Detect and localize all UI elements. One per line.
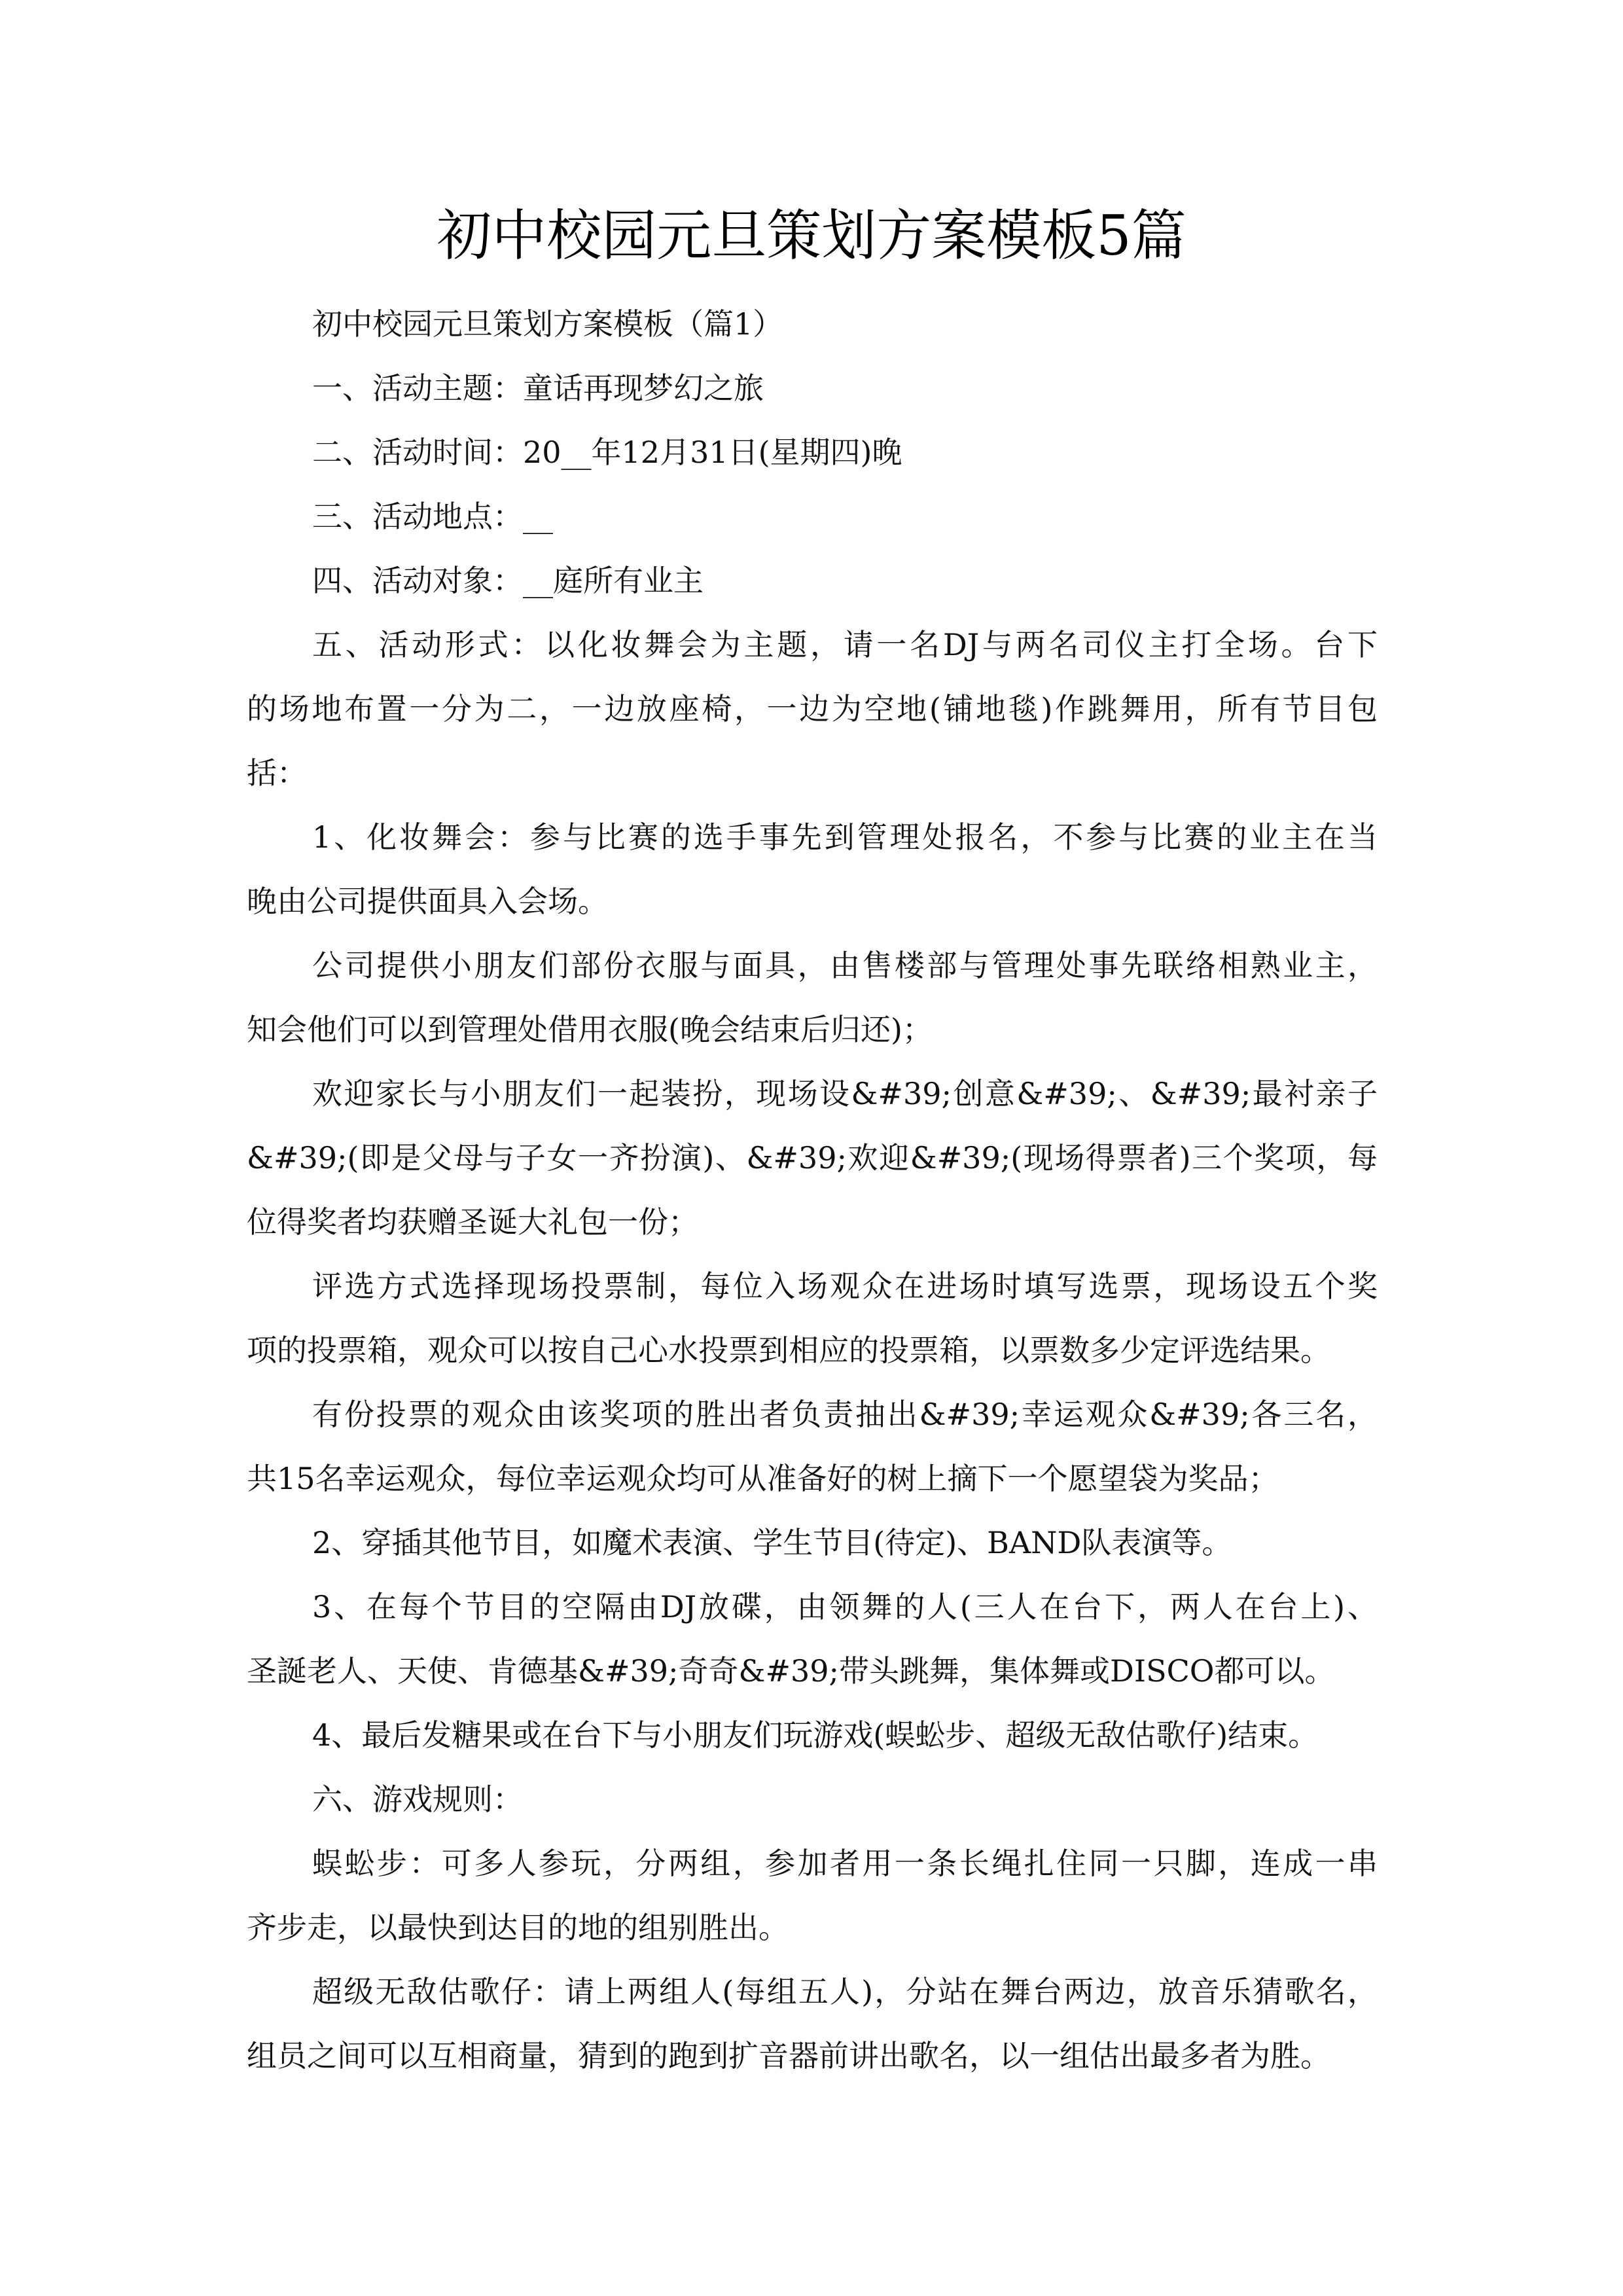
body-line: 圣誕老人、天使、肯德基&#39;奇奇&#39;带头跳舞，集体舞或DISCO都可以。 [247, 1653, 1335, 1689]
body-line: 3、在每个节目的空隔由DJ放碟，由领舞的人(三人在台下，两人在台上)、 [312, 1589, 1378, 1624]
body-line: 1、化妆舞会：参与比赛的选手事先到管理处报名，不参与比赛的业主在当 [312, 819, 1378, 855]
body-line: 超级无敌估歌仔：请上两组人(每组五人)，分站在舞台两边，放音乐猜歌名， [312, 1974, 1378, 2009]
body-line: 的场地布置一分为二，一边放座椅，一边为空地(铺地毯)作跳舞用，所有节目包 [247, 691, 1378, 726]
document-title: 初中校园元旦策划方案模板5篇 [437, 204, 1186, 268]
body-line: 二、活动时间：20__年12月31日(星期四)晚 [312, 435, 902, 470]
body-line: 组员之间可以互相商量，猜到的跑到扩音器前讲出歌名，以一组估出最多者为胜。 [247, 2038, 1330, 2073]
body-line: &#39;(即是父母与子女一齐扮演)、&#39;欢迎&#39;(现场得票者)三个奖项，每 [247, 1140, 1378, 1175]
body-line: 一、活动主题：童话再现梦幻之旅 [312, 370, 764, 406]
body-line: 公司提供小朋友们部份衣服与面具，由售楼部与管理处事先联络相熟业主， [312, 948, 1378, 983]
document-body [247, 292, 1378, 2088]
body-line: 项的投票箱，观众可以按自己心水投票到相应的投票箱，以票数多少定评选结果。 [247, 1333, 1330, 1368]
body-line: 位得奖者均获赠圣诞大礼包一份； [247, 1204, 698, 1240]
body-line: 评选方式选择现场投票制，每位入场观众在进场时填写选票，现场设五个奖 [312, 1268, 1378, 1304]
body-line: 4、最后发糖果或在台下与小朋友们玩游戏(蜈蚣步、超级无敌估歌仔)结束。 [312, 1717, 1319, 1753]
body-line: 2、穿插其他节目，如魔术表演、学生节目(待定)、BAND队表演等。 [312, 1525, 1232, 1560]
body-line: 欢迎家长与小朋友们一起装扮，现场设&#39;创意&#39;、&#39;最衬亲子 [312, 1076, 1378, 1111]
body-line: 齐步走，以最快到达目的地的组别胜出。 [247, 1910, 789, 1945]
body-line: 括： [247, 755, 307, 791]
body-line: 四、活动对象：__庭所有业主 [312, 563, 704, 598]
body-line: 知会他们可以到管理处借用衣服(晚会结束后归还)； [247, 1012, 933, 1047]
body-line: 有份投票的观众由该奖项的胜出者负责抽出&#39;幸运观众&#39;各三名， [312, 1397, 1378, 1432]
body-line: 初中校园元旦策划方案模板（篇1） [312, 306, 783, 342]
body-line: 共15名幸运观众，每位幸运观众均可从准备好的树上摘下一个愿望袋为奖品； [247, 1461, 1279, 1496]
body-line: 晚由公司提供面具入会场。 [247, 884, 608, 919]
body-line: 六、游戏规则： [312, 1782, 523, 1817]
body-line: 蜈蚣步：可多人参玩，分两组，参加者用一条长绳扎住同一只脚，连成一串 [312, 1846, 1378, 1881]
body-line: 五、活动形式：以化妆舞会为主题，请一名DJ与两名司仪主打全场。台下 [312, 627, 1378, 662]
body-line: 三、活动地点：__ [312, 499, 553, 534]
